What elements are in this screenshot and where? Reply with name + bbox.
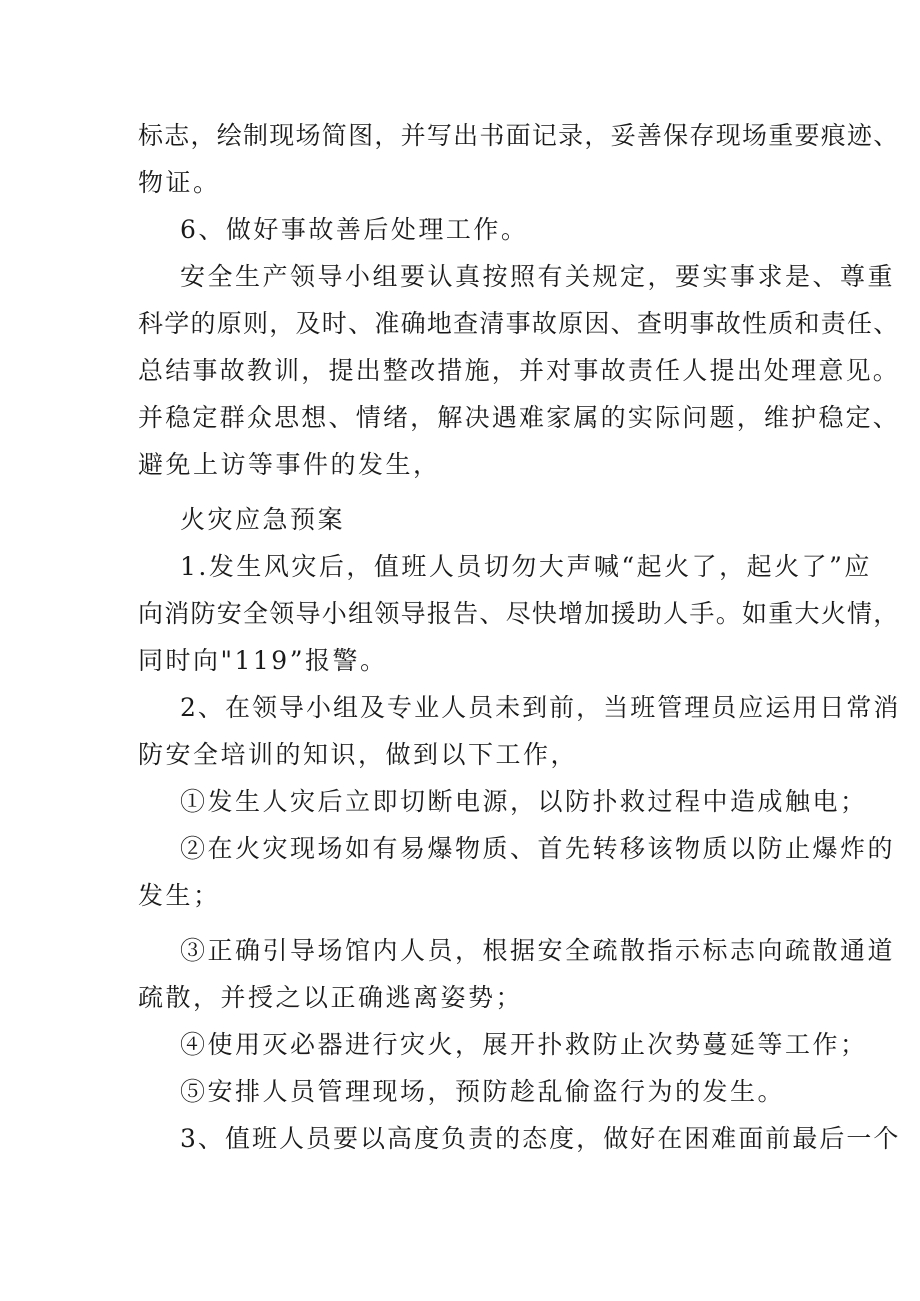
body-text-line: 向消防安全领导小组领导报告、尽快增加援助人手。如重大火情， bbox=[138, 599, 900, 628]
body-text-line: 发生； bbox=[138, 881, 221, 910]
sub-item-5: ⑤安排人员管理现场，预防趁乱偷盗行为的发生。 bbox=[180, 1077, 786, 1106]
body-text-line: 并稳定群众思想、情绪，解决遇难家属的实际问题，维护稳定、 bbox=[138, 403, 901, 432]
item-3-first-line: 3、值班人员要以高度负责的态度，做好在困难面前最后一个 bbox=[180, 1124, 901, 1153]
body-text-line: 总结事故教训，提出整改措施，并对事故责任人提出处理意见。 bbox=[138, 356, 901, 385]
sub-item-1: ①发生人灾后立即切断电源，以防扑救过程中造成触电； bbox=[180, 787, 868, 816]
paragraph-first-line: 安全生产领导小组要认真按照有关规定，要实事求是、尊重 bbox=[180, 262, 896, 291]
body-text-line: 疏散，并授之以正确逃离姿势； bbox=[138, 983, 524, 1012]
body-text-line: 科学的原则，及时、准确地查清事故原因、查明事故性质和责任、 bbox=[138, 309, 900, 338]
item-2-first-line: 2、在领导小组及专业人员未到前，当班管理员应运用日常消 bbox=[180, 693, 901, 722]
sub-item-4: ④使用灭必器进行灾火，展开扑救防止次势蔓延等工作； bbox=[180, 1030, 868, 1059]
sub-item-2: ②在火灾现场如有易爆物质、首先转移该物质以防止爆炸的 bbox=[180, 834, 896, 863]
item-1-first-line: 1.发生风灾后，值班人员切勿大声喊“起火了，起火了”应 bbox=[180, 552, 872, 581]
sub-item-3: ③正确引导场馆内人员，根据安全疏散指示标志向疏散通道 bbox=[180, 936, 896, 965]
body-text-line: 标志，绘制现场简图，并写出书面记录，妥善保存现场重要痕迹、 bbox=[138, 121, 900, 150]
body-text-line: 同时向"119”报警。 bbox=[138, 646, 388, 675]
body-text-line: 防安全培训的知识，做到以下工作， bbox=[138, 740, 579, 769]
body-text-line: 物证。 bbox=[138, 168, 221, 197]
section-item-6: 6、做好事故善后处理工作。 bbox=[180, 215, 529, 244]
section-heading: 火灾应急预案 bbox=[180, 505, 346, 534]
body-text-line: 避免上访等事件的发生， bbox=[138, 450, 441, 479]
